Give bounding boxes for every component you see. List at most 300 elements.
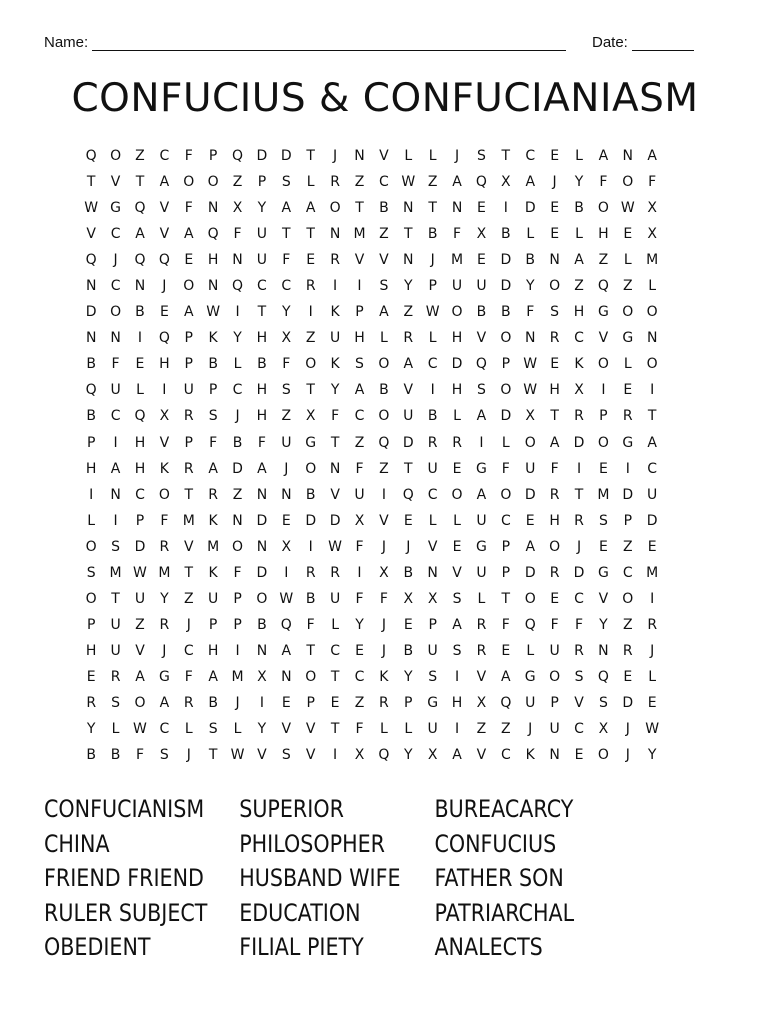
grid-letter[interactable]: C xyxy=(330,642,340,659)
grid-letter[interactable]: V xyxy=(598,590,609,607)
grid-letter[interactable]: L xyxy=(87,512,96,529)
grid-letter[interactable]: T xyxy=(282,226,291,243)
grid-letter[interactable]: F xyxy=(282,252,291,269)
grid-letter[interactable]: O xyxy=(329,200,341,217)
grid-letter[interactable]: T xyxy=(647,408,657,425)
grid-letter[interactable]: A xyxy=(403,356,414,373)
grid-letter[interactable]: O xyxy=(622,590,634,607)
grid-letter[interactable]: E xyxy=(452,538,462,555)
grid-letter[interactable]: N xyxy=(403,252,414,269)
grid-letter[interactable]: I xyxy=(503,200,508,217)
grid-letter[interactable]: D xyxy=(329,512,341,529)
grid-letter[interactable]: L xyxy=(623,356,632,373)
grid-letter[interactable]: I xyxy=(89,486,94,503)
grid-letter[interactable]: X xyxy=(403,590,414,607)
grid-letter[interactable]: V xyxy=(452,564,462,581)
grid-letter[interactable]: L xyxy=(477,590,486,607)
grid-letter[interactable]: Q xyxy=(280,616,292,633)
grid-letter[interactable]: D xyxy=(85,304,97,321)
grid-letter[interactable]: C xyxy=(183,642,194,659)
grid-letter[interactable]: E xyxy=(598,460,608,477)
grid-letter[interactable]: A xyxy=(525,174,536,191)
grid-letter[interactable]: U xyxy=(647,486,658,503)
date-blank-line[interactable] xyxy=(632,34,694,51)
grid-letter[interactable]: Y xyxy=(233,330,242,347)
grid-letter[interactable]: S xyxy=(477,148,486,165)
grid-letter[interactable]: X xyxy=(159,408,170,425)
grid-letter[interactable]: S xyxy=(477,382,486,399)
grid-letter[interactable]: U xyxy=(427,460,438,477)
grid-letter[interactable]: P xyxy=(501,356,511,373)
grid-letter[interactable]: Y xyxy=(574,174,584,191)
grid-letter[interactable]: S xyxy=(159,747,169,764)
grid-letter[interactable]: Y xyxy=(282,304,291,321)
grid-letter[interactable]: B xyxy=(427,408,438,425)
grid-letter[interactable]: R xyxy=(549,486,560,503)
grid-letter[interactable]: S xyxy=(208,408,218,425)
grid-letter[interactable]: I xyxy=(308,304,313,321)
grid-letter[interactable]: J xyxy=(528,721,533,738)
grid-letter[interactable]: E xyxy=(574,747,584,764)
grid-letter[interactable]: O xyxy=(500,382,512,399)
grid-letter[interactable]: W xyxy=(230,747,245,764)
grid-letter[interactable]: V xyxy=(379,512,389,529)
grid-letter[interactable]: O xyxy=(622,304,634,321)
grid-letter[interactable]: V xyxy=(427,538,438,555)
grid-letter[interactable]: T xyxy=(257,304,267,321)
grid-letter[interactable]: N xyxy=(232,252,243,269)
grid-letter[interactable]: N xyxy=(207,200,219,217)
grid-letter[interactable]: F xyxy=(648,174,657,191)
grid-letter[interactable]: R xyxy=(574,512,584,529)
grid-letter[interactable]: J xyxy=(113,252,118,269)
grid-letter[interactable]: G xyxy=(622,330,634,347)
grid-letter[interactable]: G xyxy=(524,668,536,685)
grid-letter[interactable]: D xyxy=(500,408,512,425)
grid-letter[interactable]: Y xyxy=(86,721,96,738)
grid-letter[interactable]: C xyxy=(574,590,584,607)
grid-letter[interactable]: C xyxy=(159,148,170,165)
grid-letter[interactable]: A xyxy=(281,200,292,217)
grid-letter[interactable]: V xyxy=(379,252,389,269)
grid-letter[interactable]: N xyxy=(403,200,414,217)
grid-letter[interactable]: O xyxy=(646,304,658,321)
grid-letter[interactable]: H xyxy=(85,460,97,477)
grid-letter[interactable]: E xyxy=(501,642,511,659)
grid-letter[interactable]: Z xyxy=(622,538,633,555)
grid-letter[interactable]: X xyxy=(305,408,316,425)
grid-letter[interactable]: I xyxy=(576,460,582,477)
grid-letter[interactable]: F xyxy=(282,356,291,373)
grid-letter[interactable]: J xyxy=(186,747,191,764)
grid-letter[interactable]: H xyxy=(451,330,463,347)
grid-letter[interactable]: N xyxy=(134,278,146,295)
grid-letter[interactable]: H xyxy=(256,382,268,399)
grid-letter[interactable]: I xyxy=(601,382,606,399)
grid-letter[interactable]: A xyxy=(257,460,267,477)
grid-letter[interactable]: P xyxy=(623,512,633,529)
grid-letter[interactable]: I xyxy=(113,512,118,529)
grid-letter[interactable]: R xyxy=(330,564,340,581)
grid-letter[interactable]: X xyxy=(598,721,609,738)
grid-letter[interactable]: T xyxy=(135,174,145,191)
grid-letter[interactable]: W xyxy=(620,200,635,217)
grid-letter[interactable]: Q xyxy=(158,330,170,347)
grid-letter[interactable]: U xyxy=(427,721,438,738)
grid-letter[interactable]: W xyxy=(401,174,416,191)
grid-letter[interactable]: B xyxy=(427,226,438,243)
grid-letter[interactable]: J xyxy=(430,252,435,269)
grid-letter[interactable]: D xyxy=(500,278,512,295)
grid-letter[interactable]: B xyxy=(86,747,96,764)
grid-letter[interactable]: D xyxy=(573,434,585,451)
grid-letter[interactable]: U xyxy=(476,278,487,295)
grid-letter[interactable]: P xyxy=(208,616,218,633)
grid-letter[interactable]: T xyxy=(306,148,315,165)
grid-letter[interactable]: C xyxy=(354,668,365,685)
grid-letter[interactable]: J xyxy=(454,148,460,165)
grid-letter[interactable]: G xyxy=(110,200,122,217)
grid-letter[interactable]: D xyxy=(622,486,634,503)
grid-letter[interactable]: L xyxy=(501,434,510,451)
grid-letter[interactable]: L xyxy=(306,174,315,191)
grid-letter[interactable]: P xyxy=(86,434,96,451)
grid-letter[interactable]: K xyxy=(379,668,389,685)
grid-letter[interactable]: D xyxy=(256,148,268,165)
grid-letter[interactable]: Y xyxy=(330,382,340,399)
grid-letter[interactable]: R xyxy=(574,642,584,659)
grid-letter[interactable]: L xyxy=(648,278,657,295)
grid-letter[interactable]: Y xyxy=(403,668,413,685)
grid-letter[interactable]: V xyxy=(379,148,389,165)
grid-letter[interactable]: P xyxy=(599,408,608,425)
grid-letter[interactable]: Y xyxy=(257,200,267,217)
grid-letter[interactable]: C xyxy=(622,564,633,581)
grid-letter[interactable]: O xyxy=(597,356,609,373)
grid-letter[interactable]: R xyxy=(183,408,194,425)
grid-letter[interactable]: P xyxy=(428,616,437,633)
grid-letter[interactable]: O xyxy=(500,330,512,347)
grid-letter[interactable]: D xyxy=(305,512,317,529)
grid-letter[interactable]: V xyxy=(476,668,487,685)
grid-letter[interactable]: F xyxy=(184,668,193,685)
grid-letter[interactable]: F xyxy=(355,460,364,477)
grid-letter[interactable]: I xyxy=(333,278,338,295)
grid-letter[interactable]: C xyxy=(500,747,511,764)
grid-letter[interactable]: N xyxy=(281,668,292,685)
grid-letter[interactable]: A xyxy=(208,668,218,685)
grid-letter[interactable]: L xyxy=(233,356,242,373)
grid-letter[interactable]: B xyxy=(86,356,96,373)
grid-letter[interactable]: W xyxy=(523,356,538,373)
grid-letter[interactable]: N xyxy=(622,148,634,165)
grid-letter[interactable]: V xyxy=(305,747,316,764)
grid-letter[interactable]: U xyxy=(208,590,219,607)
grid-letter[interactable]: D xyxy=(256,564,268,581)
grid-letter[interactable]: G xyxy=(476,460,487,477)
grid-letter[interactable]: C xyxy=(574,721,584,738)
grid-letter[interactable]: P xyxy=(208,382,218,399)
grid-letter[interactable]: R xyxy=(622,642,633,659)
grid-letter[interactable]: U xyxy=(183,382,194,399)
grid-letter[interactable]: S xyxy=(574,668,584,685)
grid-letter[interactable]: I xyxy=(454,721,460,738)
grid-letter[interactable]: A xyxy=(598,148,609,165)
grid-letter[interactable]: R xyxy=(330,252,340,269)
grid-letter[interactable]: C xyxy=(135,486,145,503)
grid-letter[interactable]: Q xyxy=(207,226,219,243)
grid-letter[interactable]: V xyxy=(403,382,414,399)
grid-letter[interactable]: H xyxy=(256,408,268,425)
grid-letter[interactable]: N xyxy=(427,564,438,581)
grid-letter[interactable]: B xyxy=(403,564,414,581)
grid-letter[interactable]: D xyxy=(500,252,512,269)
grid-letter[interactable]: H xyxy=(85,642,97,659)
grid-letter[interactable]: R xyxy=(549,564,560,581)
grid-letter[interactable]: R xyxy=(110,668,121,685)
grid-letter[interactable]: F xyxy=(379,590,388,607)
grid-letter[interactable]: V xyxy=(476,747,487,764)
grid-letter[interactable]: F xyxy=(550,460,559,477)
grid-letter[interactable]: B xyxy=(525,252,536,269)
grid-letter[interactable]: U xyxy=(329,330,341,347)
grid-letter[interactable]: Q xyxy=(85,148,97,165)
grid-letter[interactable]: E xyxy=(623,382,633,399)
grid-letter[interactable]: Z xyxy=(232,486,243,503)
grid-letter[interactable]: L xyxy=(233,721,242,738)
grid-letter[interactable]: O xyxy=(378,356,390,373)
grid-letter[interactable]: U xyxy=(451,278,463,295)
grid-letter[interactable]: A xyxy=(135,226,145,243)
grid-letter[interactable]: E xyxy=(623,668,633,685)
grid-letter[interactable]: G xyxy=(476,538,487,555)
grid-letter[interactable]: V xyxy=(183,538,194,555)
grid-letter[interactable]: X xyxy=(476,226,487,243)
grid-letter[interactable]: D xyxy=(524,486,536,503)
grid-letter[interactable]: S xyxy=(86,564,96,581)
grid-letter[interactable]: R xyxy=(452,434,462,451)
grid-letter[interactable]: V xyxy=(257,747,267,764)
grid-letter[interactable]: Z xyxy=(574,278,584,295)
grid-letter[interactable]: A xyxy=(647,148,657,165)
grid-letter[interactable]: J xyxy=(333,148,338,165)
grid-letter[interactable]: T xyxy=(306,226,315,243)
grid-letter[interactable]: E xyxy=(355,642,364,659)
grid-letter[interactable]: J xyxy=(576,538,582,555)
grid-letter[interactable]: L xyxy=(623,252,632,269)
grid-letter[interactable]: Z xyxy=(379,460,389,477)
grid-letter[interactable]: O xyxy=(597,747,609,764)
grid-letter[interactable]: U xyxy=(476,512,487,529)
grid-letter[interactable]: A xyxy=(452,616,462,633)
grid-letter[interactable]: J xyxy=(625,747,630,764)
grid-letter[interactable]: K xyxy=(208,330,218,347)
grid-letter[interactable]: V xyxy=(159,434,170,451)
grid-letter[interactable]: W xyxy=(84,200,99,217)
grid-letter[interactable]: H xyxy=(573,304,585,321)
grid-letter[interactable]: Z xyxy=(354,695,365,711)
grid-letter[interactable]: F xyxy=(501,616,510,633)
grid-letter[interactable]: R xyxy=(305,278,316,295)
grid-letter[interactable]: I xyxy=(650,382,655,399)
grid-letter[interactable]: S xyxy=(111,695,121,711)
grid-letter[interactable]: P xyxy=(257,174,267,191)
grid-letter[interactable]: Q xyxy=(85,252,97,269)
grid-letter[interactable]: Z xyxy=(598,252,609,269)
grid-letter[interactable]: F xyxy=(355,590,364,607)
grid-letter[interactable]: M xyxy=(158,564,171,581)
grid-letter[interactable]: U xyxy=(110,642,121,659)
grid-letter[interactable]: T xyxy=(306,382,315,399)
grid-letter[interactable]: Z xyxy=(622,616,633,633)
grid-letter[interactable]: I xyxy=(284,564,289,581)
grid-letter[interactable]: L xyxy=(428,330,437,347)
grid-letter[interactable]: E xyxy=(647,695,657,711)
grid-letter[interactable]: A xyxy=(476,408,487,425)
grid-letter[interactable]: U xyxy=(256,252,268,269)
grid-letter[interactable]: I xyxy=(357,564,362,581)
grid-letter[interactable]: N xyxy=(549,252,560,269)
grid-letter[interactable]: E xyxy=(330,695,340,711)
grid-letter[interactable]: F xyxy=(355,538,364,555)
grid-letter[interactable]: Q xyxy=(232,148,244,165)
grid-letter[interactable]: U xyxy=(256,226,268,243)
grid-letter[interactable]: A xyxy=(110,460,121,477)
grid-letter[interactable]: H xyxy=(256,330,268,347)
grid-letter[interactable]: U xyxy=(354,486,365,503)
grid-letter[interactable]: A xyxy=(647,434,657,451)
grid-letter[interactable]: E xyxy=(550,148,560,165)
grid-letter[interactable]: A xyxy=(452,747,462,764)
grid-letter[interactable]: C xyxy=(110,226,121,243)
grid-letter[interactable]: E xyxy=(477,200,486,217)
grid-letter[interactable]: X xyxy=(354,747,365,764)
grid-letter[interactable]: N xyxy=(256,486,268,503)
grid-letter[interactable]: N xyxy=(646,330,658,347)
grid-letter[interactable]: V xyxy=(135,642,145,659)
grid-letter[interactable]: O xyxy=(232,538,244,555)
grid-letter[interactable]: L xyxy=(526,642,535,659)
grid-letter[interactable]: O xyxy=(451,486,463,503)
name-field[interactable] xyxy=(44,34,566,51)
grid-letter[interactable]: M xyxy=(182,512,195,529)
grid-letter[interactable]: C xyxy=(378,174,389,191)
grid-letter[interactable]: O xyxy=(207,174,219,191)
grid-letter[interactable]: Z xyxy=(281,408,292,425)
grid-letter[interactable]: O xyxy=(549,668,561,685)
grid-letter[interactable]: R xyxy=(330,174,340,191)
grid-letter[interactable]: N xyxy=(110,486,121,503)
grid-letter[interactable]: H xyxy=(451,382,463,399)
grid-letter[interactable]: N xyxy=(207,278,219,295)
grid-letter[interactable]: F xyxy=(111,356,120,373)
grid-letter[interactable]: S xyxy=(550,304,560,321)
grid-letter[interactable]: P xyxy=(184,356,193,373)
grid-letter[interactable]: C xyxy=(574,330,584,347)
grid-letter[interactable]: I xyxy=(430,382,435,399)
grid-letter[interactable]: C xyxy=(500,512,511,529)
grid-letter[interactable]: O xyxy=(110,304,122,321)
grid-letter[interactable]: V xyxy=(159,226,170,243)
grid-letter[interactable]: U xyxy=(110,382,121,399)
grid-letter[interactable]: R xyxy=(183,695,194,711)
grid-letter[interactable]: J xyxy=(284,460,289,477)
grid-letter[interactable]: Q xyxy=(475,174,487,191)
grid-letter[interactable]: R xyxy=(86,695,97,711)
grid-letter[interactable]: C xyxy=(281,278,292,295)
grid-letter[interactable]: I xyxy=(235,642,240,659)
grid-letter[interactable]: W xyxy=(645,721,660,738)
grid-letter[interactable]: H xyxy=(207,252,219,269)
grid-letter[interactable]: C xyxy=(159,721,170,738)
grid-letter[interactable]: F xyxy=(184,148,193,165)
grid-letter[interactable]: A xyxy=(208,460,218,477)
grid-letter[interactable]: E xyxy=(403,616,413,633)
grid-letter[interactable]: E xyxy=(550,226,560,243)
grid-letter[interactable]: Z xyxy=(354,434,365,451)
grid-letter[interactable]: P xyxy=(233,616,242,633)
grid-letter[interactable]: B xyxy=(86,408,96,425)
grid-letter[interactable]: O xyxy=(183,278,195,295)
grid-letter[interactable]: C xyxy=(427,486,438,503)
grid-letter[interactable]: E xyxy=(550,356,560,373)
grid-letter[interactable]: L xyxy=(404,721,413,738)
grid-letter[interactable]: O xyxy=(597,434,609,451)
grid-letter[interactable]: D xyxy=(622,695,634,711)
grid-letter[interactable]: J xyxy=(162,642,167,659)
grid-letter[interactable]: X xyxy=(647,226,657,243)
grid-letter[interactable]: F xyxy=(160,512,169,529)
grid-letter[interactable]: F xyxy=(233,226,242,243)
grid-letter[interactable]: Z xyxy=(427,174,438,191)
grid-letter[interactable]: L xyxy=(136,382,144,399)
grid-letter[interactable]: E xyxy=(623,226,633,243)
grid-letter[interactable]: T xyxy=(86,174,96,191)
grid-letter[interactable]: X xyxy=(427,747,438,764)
grid-letter[interactable]: V xyxy=(574,695,584,711)
grid-letter[interactable]: Q xyxy=(134,252,146,269)
grid-letter[interactable]: K xyxy=(208,512,218,529)
grid-letter[interactable]: P xyxy=(86,616,96,633)
grid-letter[interactable]: E xyxy=(477,252,486,269)
grid-letter[interactable]: K xyxy=(330,356,340,373)
grid-letter[interactable]: E xyxy=(647,538,657,555)
grid-letter[interactable]: F xyxy=(135,747,144,764)
grid-letter[interactable]: B xyxy=(257,616,267,633)
grid-letter[interactable]: R xyxy=(476,642,487,659)
grid-letter[interactable]: G xyxy=(305,434,317,451)
grid-letter[interactable]: V xyxy=(354,252,365,269)
grid-letter[interactable]: X xyxy=(281,538,292,555)
grid-letter[interactable]: H xyxy=(549,382,560,399)
grid-letter[interactable]: O xyxy=(597,200,609,217)
grid-letter[interactable]: N xyxy=(549,747,560,764)
grid-letter[interactable]: Y xyxy=(599,616,608,633)
grid-letter[interactable]: F xyxy=(355,721,364,738)
grid-letter[interactable]: P xyxy=(184,330,193,347)
grid-letter[interactable]: Q xyxy=(158,252,170,269)
grid-letter[interactable]: N xyxy=(85,278,97,295)
grid-letter[interactable]: J xyxy=(625,721,630,738)
grid-letter[interactable]: V xyxy=(476,330,487,347)
grid-letter[interactable]: Q xyxy=(134,200,146,217)
grid-letter[interactable]: K xyxy=(525,747,535,764)
grid-letter[interactable]: E xyxy=(281,512,291,529)
grid-letter[interactable]: P xyxy=(355,304,364,321)
grid-letter[interactable]: B xyxy=(110,747,121,764)
grid-letter[interactable]: O xyxy=(85,590,97,607)
grid-letter[interactable]: A xyxy=(281,642,292,659)
